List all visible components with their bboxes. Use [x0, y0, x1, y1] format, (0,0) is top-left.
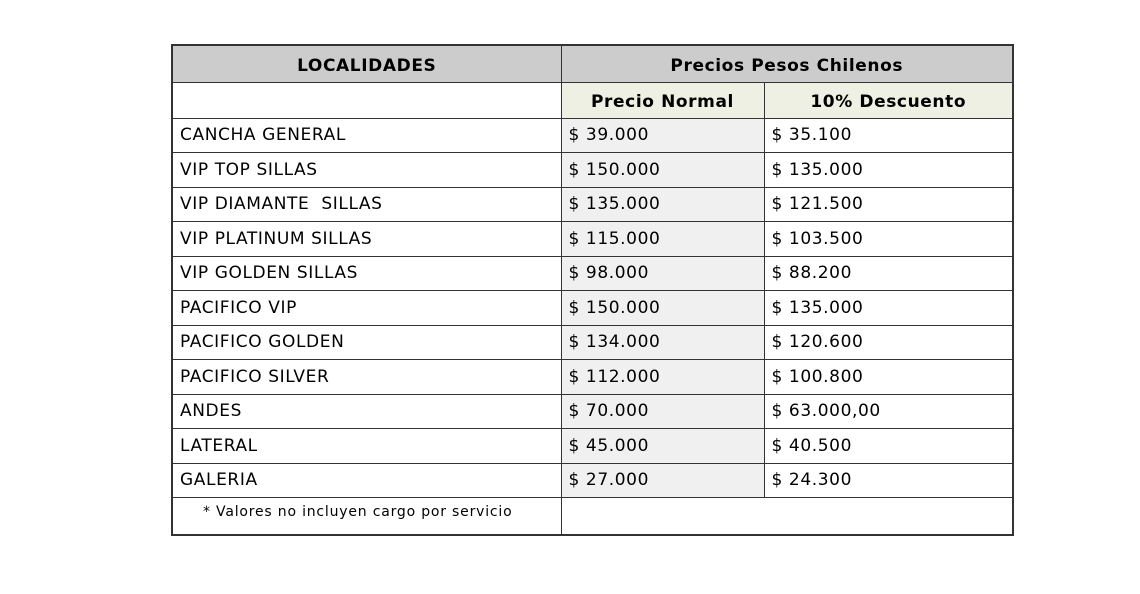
- footnote-blank-cell: [561, 498, 1013, 535]
- discount-price-cell: $ 120.600: [764, 325, 1013, 360]
- table-row: [172, 463, 1013, 498]
- discount-price-cell: $ 135.000: [764, 291, 1013, 326]
- normal-price-cell: $ 112.000: [561, 360, 764, 395]
- location-cell: VIP DIAMANTE SILLAS: [172, 187, 561, 222]
- table-row: [172, 222, 1013, 257]
- location-cell: VIP TOP SILLAS: [172, 153, 561, 188]
- table-row: [172, 118, 1013, 153]
- table-row: [172, 360, 1013, 395]
- location-cell: GALERIA: [172, 463, 561, 498]
- footnote: * Valores no incluyen cargo por servicio: [172, 498, 561, 535]
- table-row: [172, 187, 1013, 222]
- subheader-blank-cell: [172, 82, 561, 118]
- location-cell: VIP PLATINUM SILLAS: [172, 222, 561, 257]
- discount-price-cell: $ 100.800: [764, 360, 1013, 395]
- location-cell: PACIFICO VIP: [172, 291, 561, 326]
- location-cell: CANCHA GENERAL: [172, 118, 561, 153]
- location-cell: VIP GOLDEN SILLAS: [172, 256, 561, 291]
- normal-price-cell: $ 27.000: [561, 463, 764, 498]
- normal-price-cell: $ 45.000: [561, 429, 764, 464]
- table-row: [172, 325, 1013, 360]
- discount-price-cell: $ 35.100: [764, 118, 1013, 153]
- header-discount-price: 10% Descuento: [764, 82, 1013, 118]
- table-row: [172, 429, 1013, 464]
- location-cell: LATERAL: [172, 429, 561, 464]
- normal-price-cell: $ 150.000: [561, 291, 764, 326]
- table-header-row: [172, 45, 1013, 82]
- price-table: [171, 44, 1014, 536]
- location-cell: ANDES: [172, 394, 561, 429]
- footnote-row: [172, 498, 1013, 535]
- table-row: [172, 256, 1013, 291]
- table-row: [172, 291, 1013, 326]
- discount-price-cell: $ 135.000: [764, 153, 1013, 188]
- normal-price-cell: $ 134.000: [561, 325, 764, 360]
- table-subheader-row: [172, 82, 1013, 118]
- discount-price-cell: $ 63.000,00: [764, 394, 1013, 429]
- normal-price-cell: $ 98.000: [561, 256, 764, 291]
- location-cell: PACIFICO SILVER: [172, 360, 561, 395]
- discount-price-cell: $ 103.500: [764, 222, 1013, 257]
- normal-price-cell: $ 135.000: [561, 187, 764, 222]
- normal-price-cell: $ 39.000: [561, 118, 764, 153]
- discount-price-cell: $ 24.300: [764, 463, 1013, 498]
- header-locations: LOCALIDADES: [172, 45, 561, 82]
- normal-price-cell: $ 115.000: [561, 222, 764, 257]
- discount-price-cell: $ 88.200: [764, 256, 1013, 291]
- discount-price-cell: $ 40.500: [764, 429, 1013, 464]
- normal-price-cell: $ 150.000: [561, 153, 764, 188]
- discount-price-cell: $ 121.500: [764, 187, 1013, 222]
- location-cell: PACIFICO GOLDEN: [172, 325, 561, 360]
- header-normal-price: Precio Normal: [561, 82, 764, 118]
- table-row: [172, 153, 1013, 188]
- table-row: [172, 394, 1013, 429]
- header-prices-group: Precios Pesos Chilenos: [561, 45, 1013, 82]
- normal-price-cell: $ 70.000: [561, 394, 764, 429]
- table-body: [172, 118, 1013, 535]
